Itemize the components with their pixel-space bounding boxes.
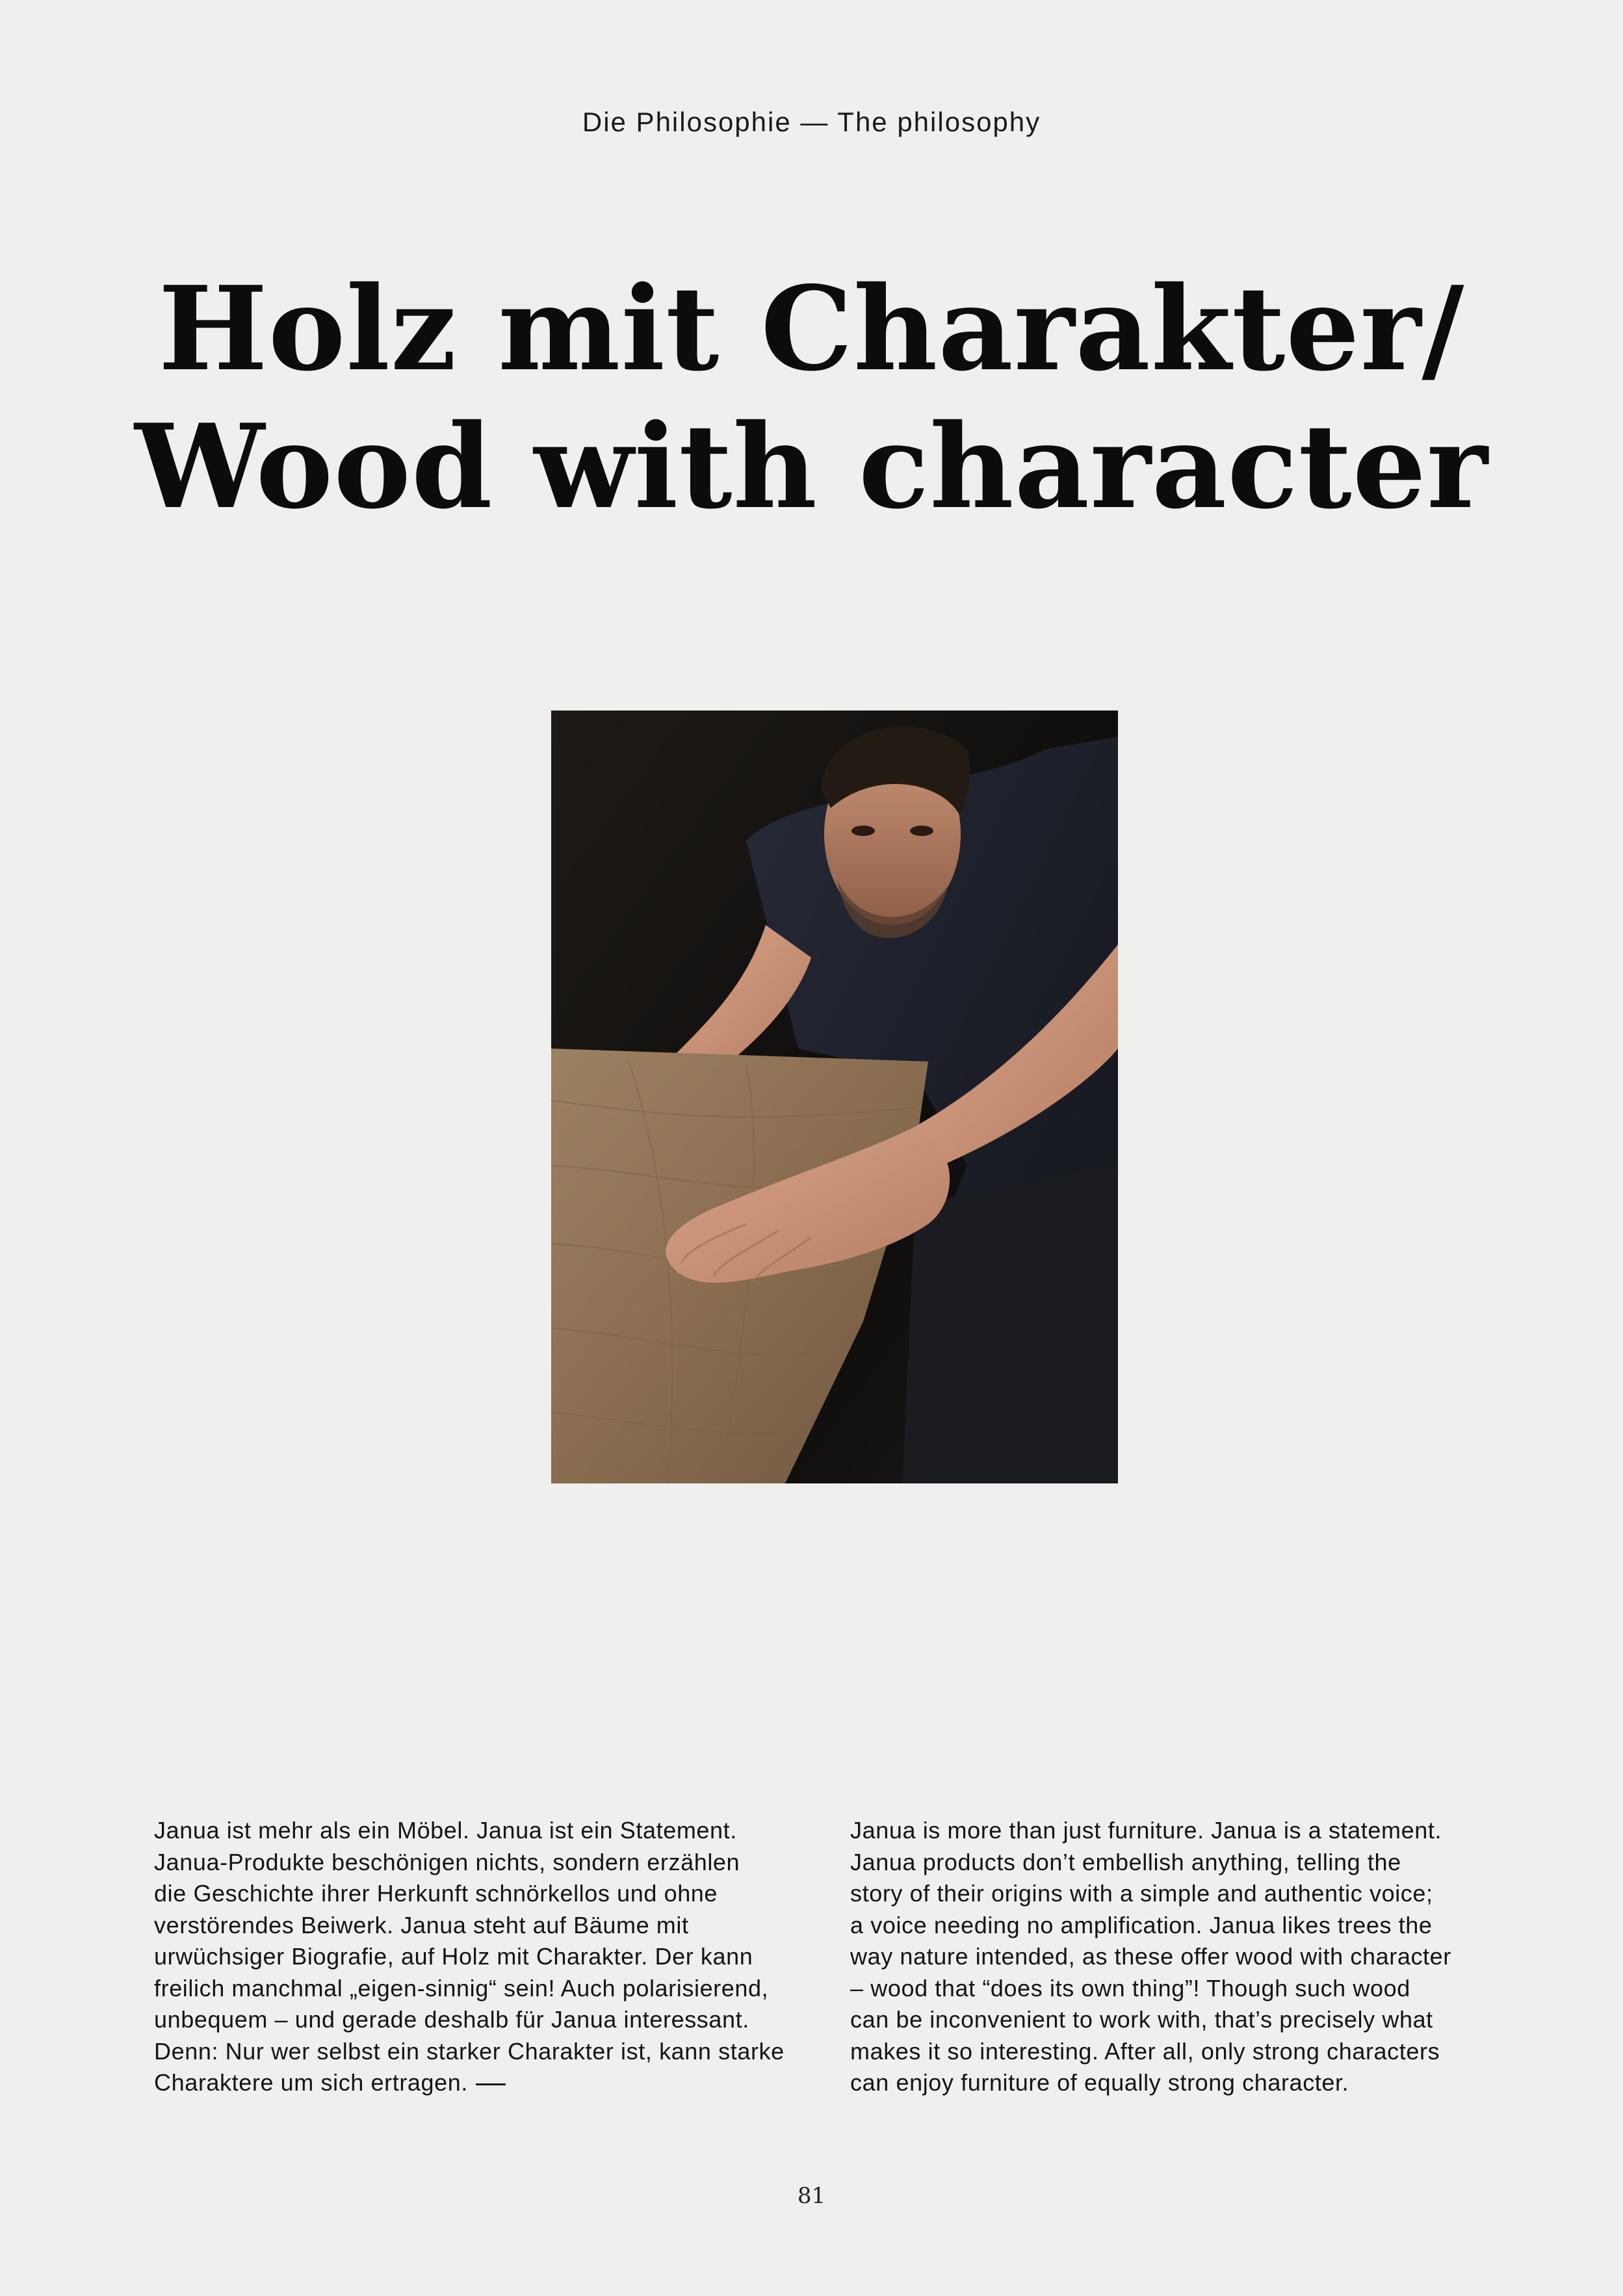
- text-line: verstörendes Beiwerk. Janua steht auf Bäume mit: [154, 1911, 689, 1938]
- body-text-english: [850, 1815, 1526, 2099]
- page-headline: [0, 260, 1623, 536]
- text-line: die Geschichte ihrer Herkunft schnörkellos und ohne: [154, 1880, 718, 1907]
- text-line: Janua ist mehr als ein Möbel. Janua ist ein Statement.: [154, 1817, 737, 1844]
- text-line: unbequem – und gerade deshalb für Janua interessant.: [154, 2006, 749, 2033]
- headline-line-english: Wood with character: [135, 398, 1488, 534]
- end-mark: [476, 2083, 506, 2085]
- photo-illustration: [551, 711, 1118, 1483]
- text-line: a voice needing no amplification. Janua likes trees the: [850, 1911, 1433, 1938]
- text-line: Janua-Produkte beschönigen nichts, sondern erzählen: [154, 1848, 740, 1875]
- headline-line-german: Holz mit Charakter/: [158, 261, 1465, 397]
- text-line: can be inconvenient to work with, that’s precisely what: [850, 2006, 1433, 2033]
- text-line: Denn: Nur wer selbst ein starker Charakter ist, kann starke: [154, 2037, 785, 2065]
- section-label: Die Philosophie — The philosophy: [582, 107, 1041, 137]
- text-line-content: Charaktere um sich ertragen.: [154, 2069, 469, 2096]
- text-line: makes it so interesting. After all, only strong characters: [850, 2037, 1440, 2065]
- craftsman-photo: [551, 711, 1118, 1483]
- text-line: Janua is more than just furniture. Janua is a statement.: [850, 1817, 1442, 1844]
- text-line: – wood that “does its own thing”! Though such wood: [850, 1974, 1410, 2002]
- page-number: 81: [797, 2183, 826, 2209]
- text-line: Janua products don’t embellish anything, telling the: [850, 1848, 1401, 1875]
- text-line: can enjoy furniture of equally strong character.: [850, 2069, 1349, 2096]
- text-line: urwüchsiger Biografie, auf Holz mit Charakter. Der kann: [154, 1943, 753, 1970]
- text-line: way nature intended, as these offer wood with character: [850, 1943, 1451, 1970]
- text-line: freilich manchmal „eigen-sinnig“ sein! Auch polarisierend,: [154, 1974, 769, 2002]
- text-line: story of their origins with a simple and authentic voice;: [850, 1880, 1433, 1907]
- text-line-last: [154, 2067, 830, 2099]
- body-text-german: [154, 1815, 830, 2099]
